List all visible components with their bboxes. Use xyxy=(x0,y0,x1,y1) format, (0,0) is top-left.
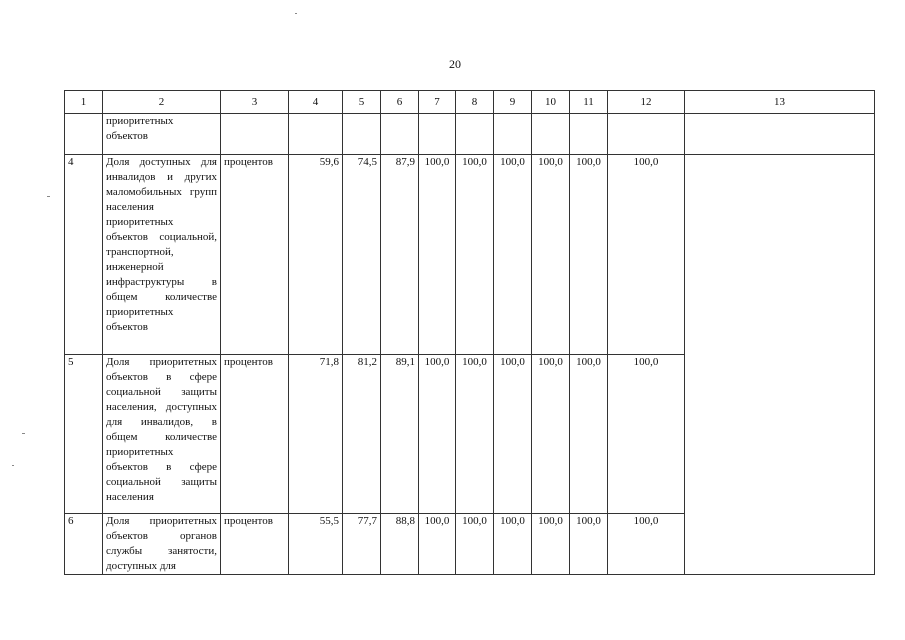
unit-cell: процентов xyxy=(221,514,289,575)
column-header: 9 xyxy=(494,91,532,114)
column-header: 1 xyxy=(65,91,103,114)
value-cell xyxy=(289,114,343,155)
scan-speck xyxy=(12,465,14,466)
column-header: 2 xyxy=(103,91,221,114)
value-cell: 100,0 xyxy=(419,355,456,514)
value-cell: 77,7 xyxy=(343,514,381,575)
value-cell: 100,0 xyxy=(419,155,456,355)
note-cell xyxy=(685,114,875,155)
value-cell: 100,0 xyxy=(532,355,570,514)
column-header: 10 xyxy=(532,91,570,114)
value-cell xyxy=(456,114,494,155)
indicator-name-cell: Доля приоритетных объектов в сфере социальной защиты населения, доступных для инвалидов, в общем количестве приоритетных объектов в сфере социальной защиты населения xyxy=(103,355,221,514)
value-cell: 100,0 xyxy=(608,155,685,355)
value-cell xyxy=(532,114,570,155)
column-header: 6 xyxy=(381,91,419,114)
value-cell xyxy=(494,114,532,155)
value-cell: 100,0 xyxy=(419,514,456,575)
scan-speck xyxy=(47,196,50,197)
indicator-name-cell: приоритетных объектов xyxy=(103,114,221,155)
value-cell: 100,0 xyxy=(494,155,532,355)
row-number-cell: 5 xyxy=(65,355,103,514)
scan-speck xyxy=(22,433,25,434)
column-header-row xyxy=(65,91,875,114)
column-header: 7 xyxy=(419,91,456,114)
value-cell: 100,0 xyxy=(494,514,532,575)
value-cell xyxy=(343,114,381,155)
value-cell: 55,5 xyxy=(289,514,343,575)
column-header: 12 xyxy=(608,91,685,114)
value-cell: 100,0 xyxy=(570,355,608,514)
column-header: 4 xyxy=(289,91,343,114)
value-cell: 100,0 xyxy=(456,155,494,355)
value-cell xyxy=(419,114,456,155)
indicator-name-cell: Доля приоритетных объектов органов службы занятости, доступных для xyxy=(103,514,221,575)
row-number-cell: 4 xyxy=(65,155,103,355)
unit-cell: процентов xyxy=(221,155,289,355)
value-cell: 100,0 xyxy=(570,514,608,575)
value-cell: 74,5 xyxy=(343,155,381,355)
table-row-continued xyxy=(65,114,875,155)
value-cell xyxy=(381,114,419,155)
value-cell: 87,9 xyxy=(381,155,419,355)
value-cell: 100,0 xyxy=(456,514,494,575)
value-cell: 59,6 xyxy=(289,155,343,355)
value-cell: 100,0 xyxy=(532,514,570,575)
value-cell: 100,0 xyxy=(608,355,685,514)
column-header: 11 xyxy=(570,91,608,114)
value-cell xyxy=(570,114,608,155)
column-header: 13 xyxy=(685,91,875,114)
note-cell xyxy=(685,155,875,575)
value-cell: 88,8 xyxy=(381,514,419,575)
value-cell: 100,0 xyxy=(608,514,685,575)
page-number: 20 xyxy=(449,57,461,71)
row-number-cell xyxy=(65,114,103,155)
scan-speck xyxy=(295,13,297,14)
row-number-cell: 6 xyxy=(65,514,103,575)
value-cell xyxy=(608,114,685,155)
value-cell: 81,2 xyxy=(343,355,381,514)
value-cell: 100,0 xyxy=(494,355,532,514)
value-cell: 100,0 xyxy=(456,355,494,514)
table-row xyxy=(65,155,875,355)
value-cell: 100,0 xyxy=(532,155,570,355)
value-cell: 71,8 xyxy=(289,355,343,514)
indicators-table xyxy=(64,90,875,575)
value-cell: 100,0 xyxy=(570,155,608,355)
column-header: 8 xyxy=(456,91,494,114)
unit-cell xyxy=(221,114,289,155)
unit-cell: процентов xyxy=(221,355,289,514)
column-header: 3 xyxy=(221,91,289,114)
indicator-name-cell: Доля доступных для инвалидов и других маломобильных групп населения приоритетных объектов социальной, транспортной, инженерной инфраструктуры в общем количестве приоритетных объектов xyxy=(103,155,221,355)
value-cell: 89,1 xyxy=(381,355,419,514)
column-header: 5 xyxy=(343,91,381,114)
